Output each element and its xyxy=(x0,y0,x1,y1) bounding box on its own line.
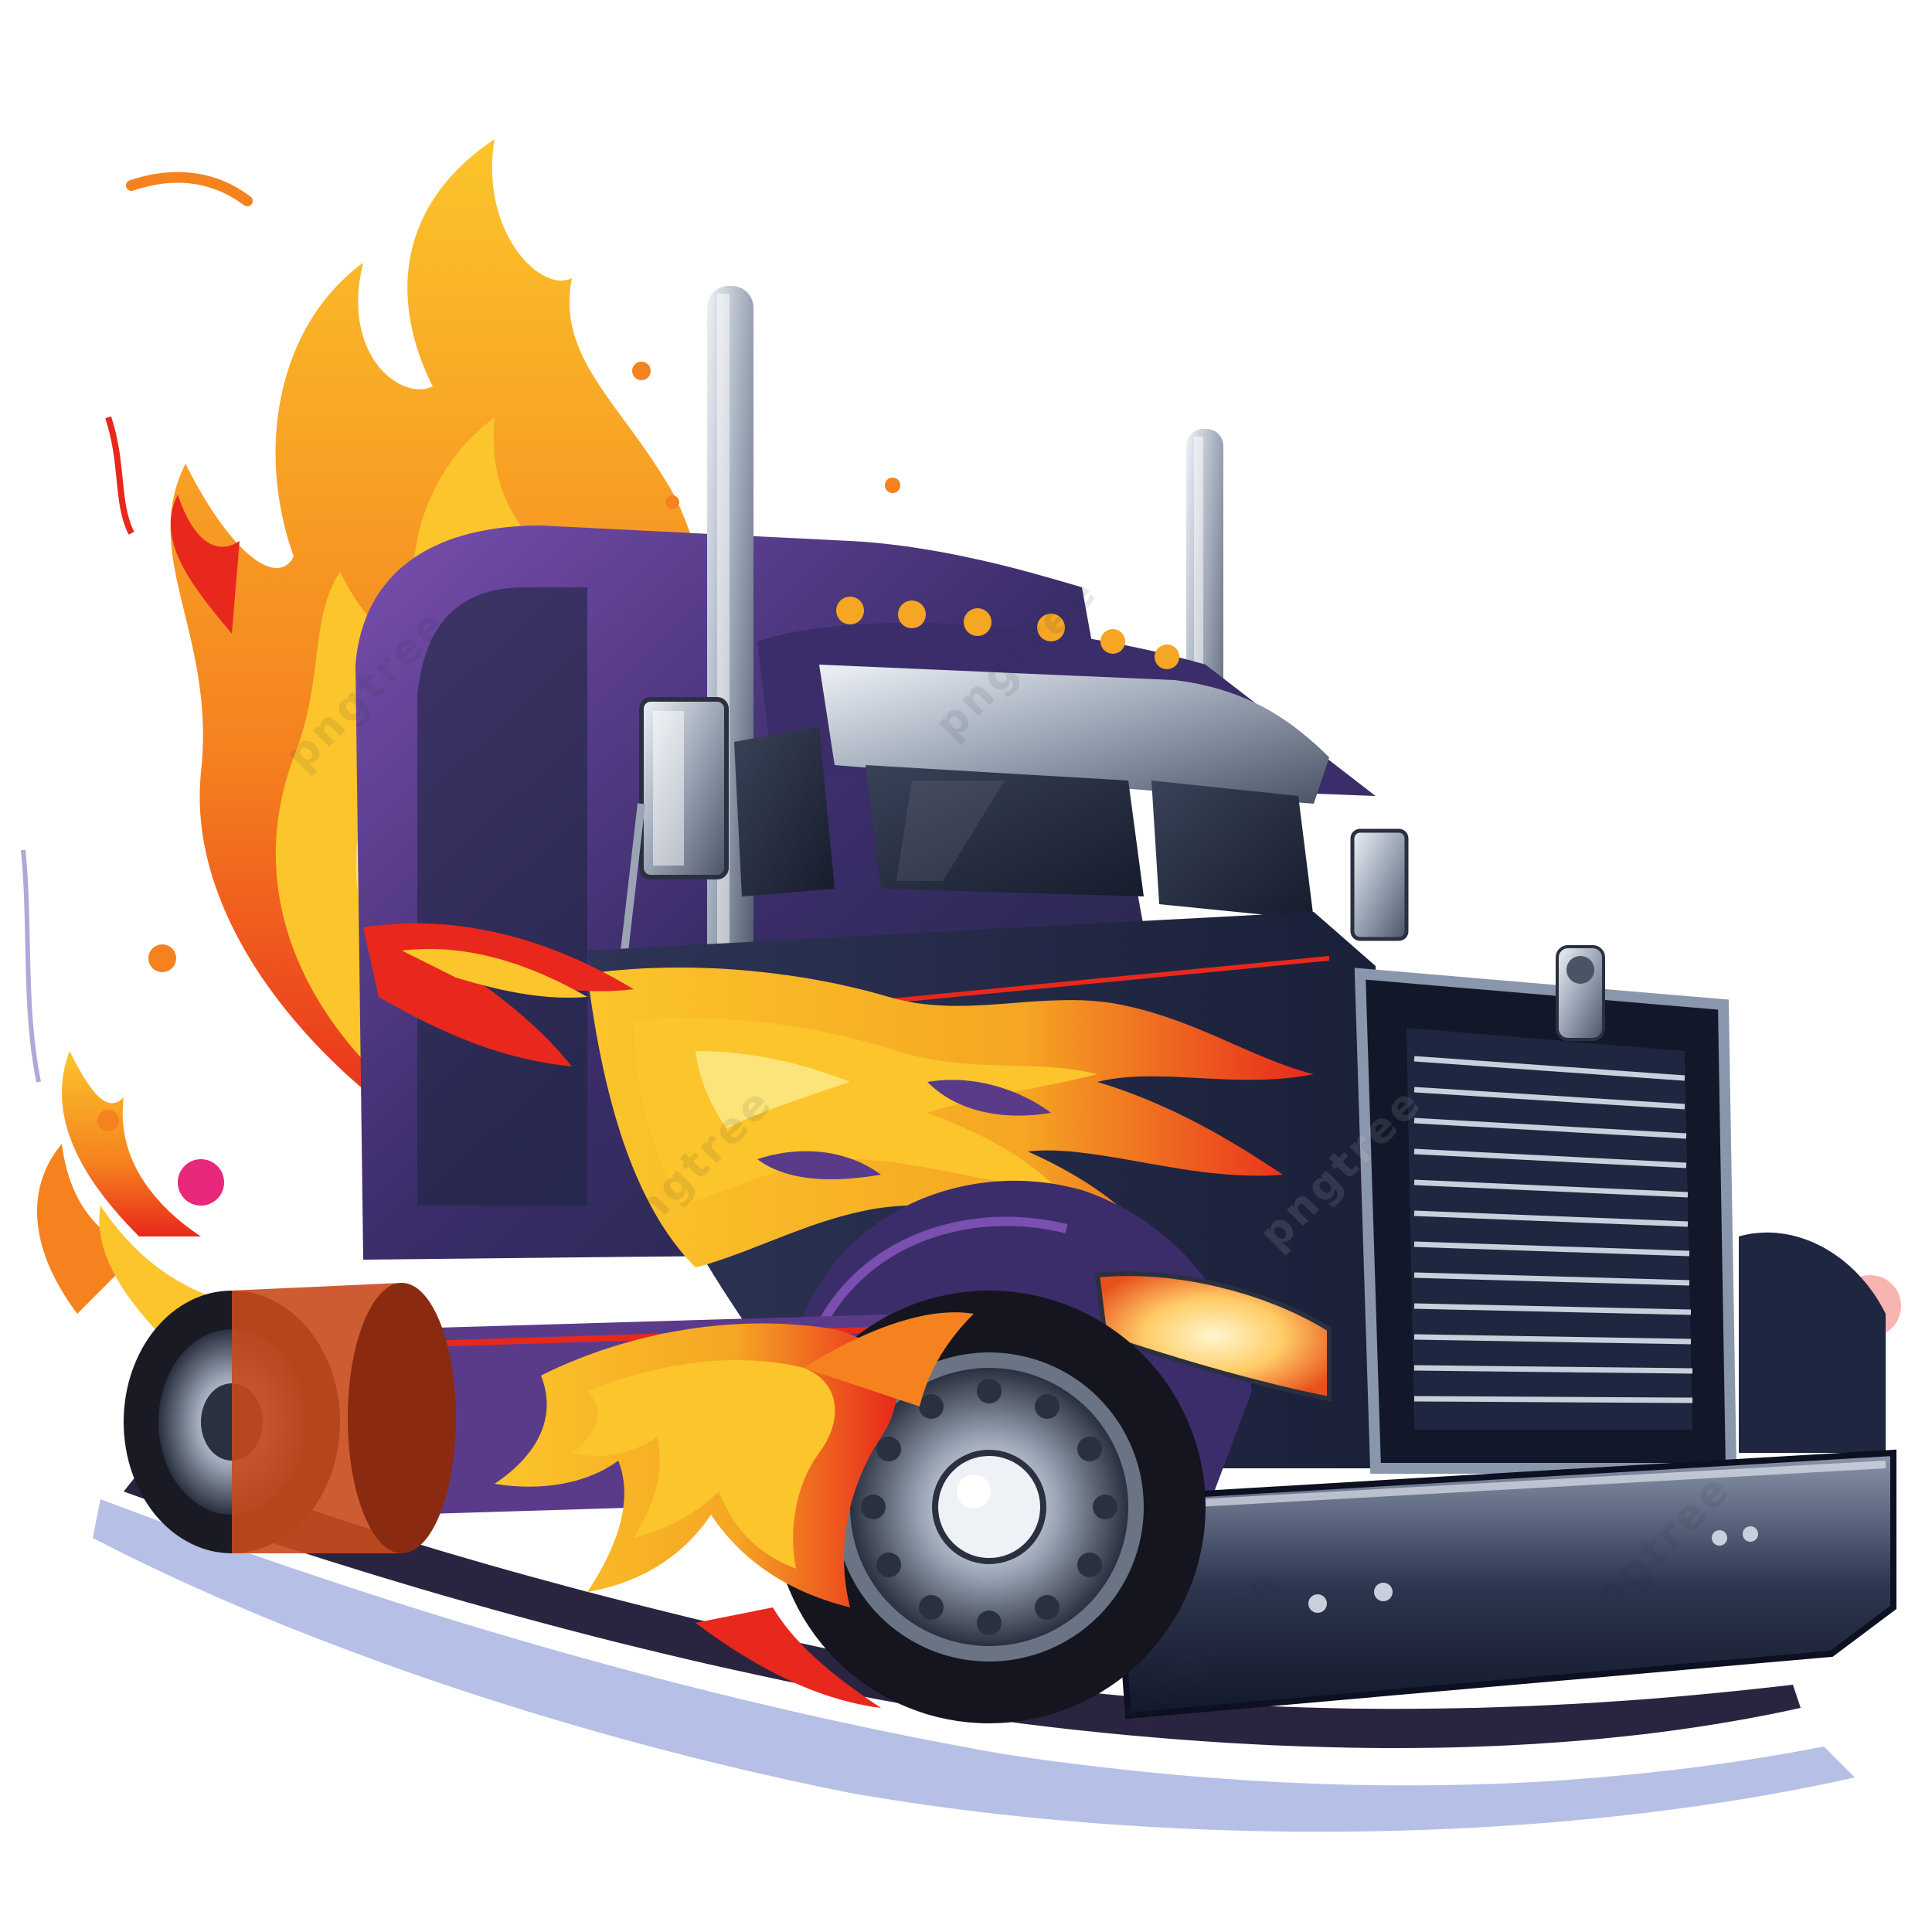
watermark-text: pngtree xyxy=(1559,1463,1741,1646)
watermark-text: pngtree xyxy=(276,597,458,781)
watermark-text: pngtree xyxy=(1250,1077,1432,1260)
watermark-text: pngtree xyxy=(925,566,1107,750)
watermark-text: pngtree xyxy=(1111,1556,1293,1739)
watermark-text: pngtree xyxy=(600,1077,783,1260)
